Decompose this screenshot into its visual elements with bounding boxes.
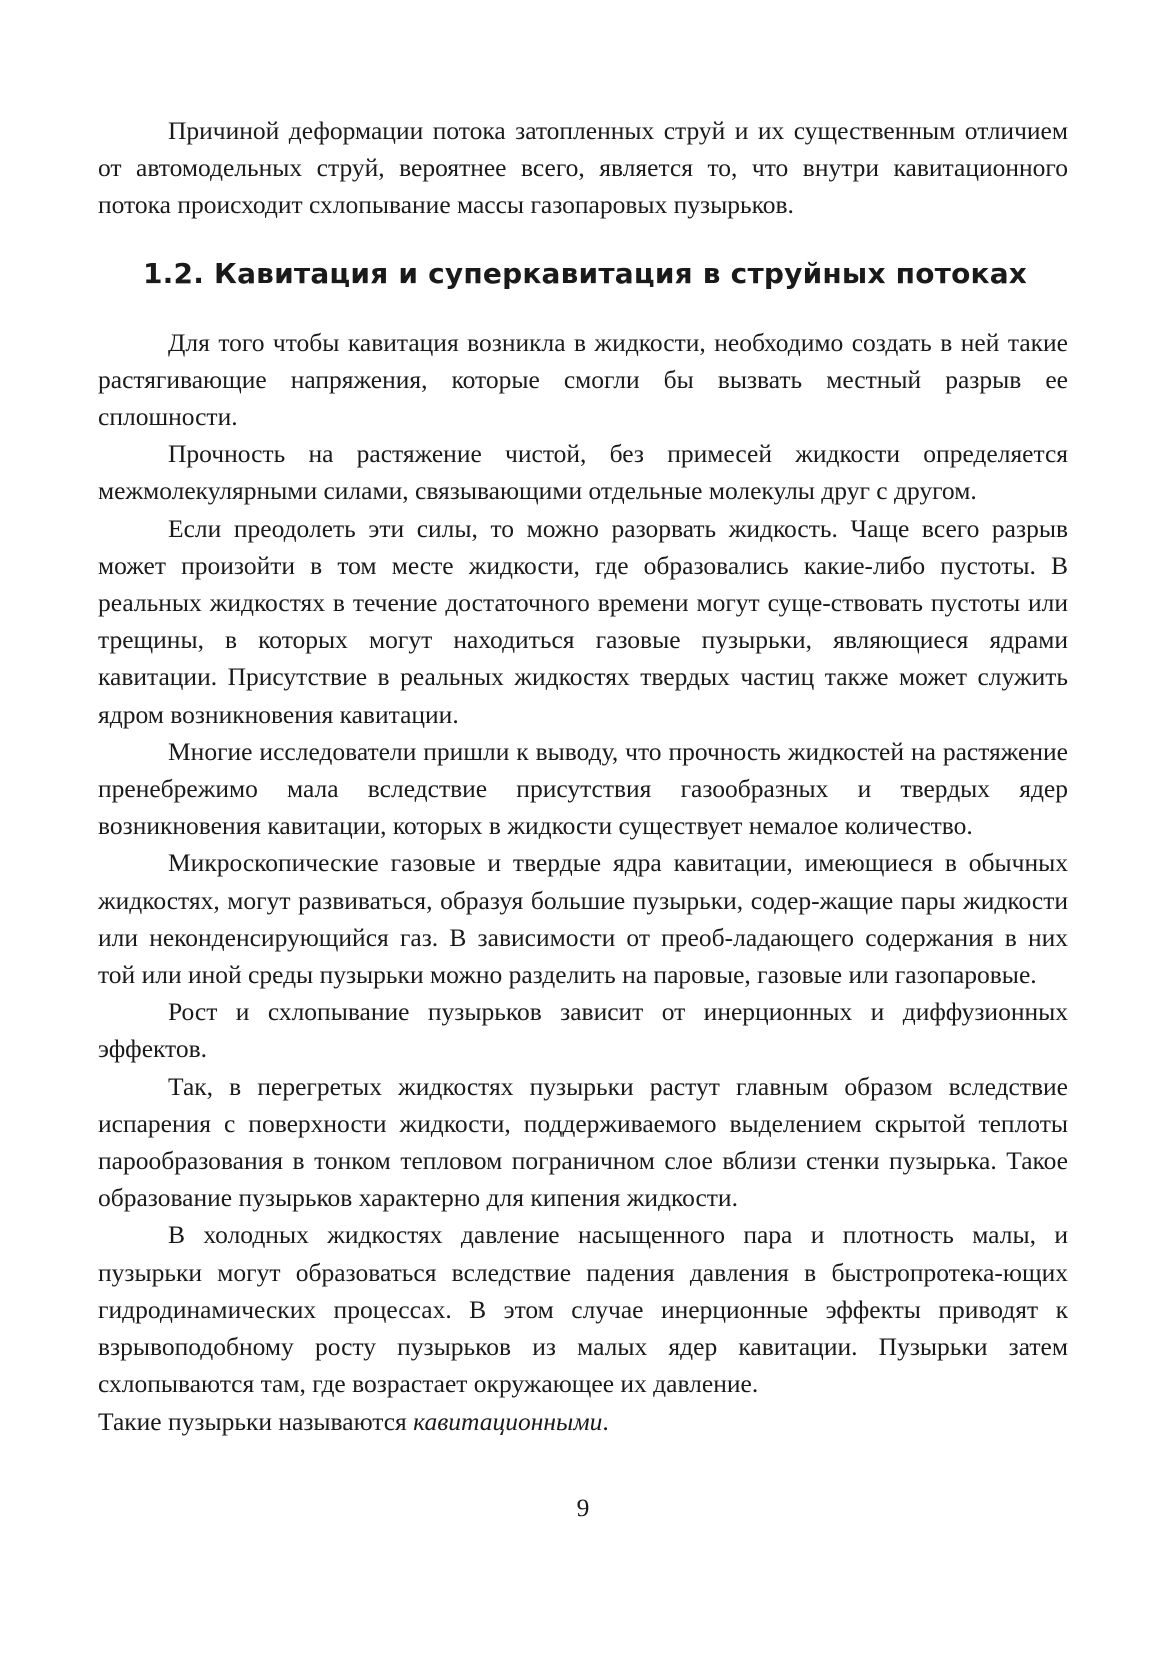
paragraph: Многие исследователи пришли к выводу, что прочность жидкостей на растяжение пренебрежимо мала вследствие присутствия газообразных и твердых ядер возникновения кавитации, которых в жидкости существует немалое количество. bbox=[98, 736, 1068, 841]
page-number: 9 bbox=[576, 1493, 590, 1522]
paragraph: Рост и схлопывание пузырьков зависит от инерционных и диффузионных эффектов. bbox=[98, 997, 1068, 1064]
page-body bbox=[98, 112, 1068, 1440]
paragraph: В холодных жидкостях давление насыщенного пара и плотность малы, и пузырьки могут образоваться вследствие падения давления в быстропротека-ющих гидродинамических процессах. В этом случае инерционные эффекты приводят к взрывоподобному росту пузырьков из малых ядер кавитации. Пузырьки затем схлопываются там, где возрастает окружающее их давление. bbox=[98, 1220, 1068, 1399]
last-paragraph bbox=[98, 1403, 1068, 1440]
last-sentence-prefix: Такие пузырьки называются bbox=[98, 1406, 414, 1436]
paragraph: Для того чтобы кавитация возникла в жидкости, необходимо создать в ней такие растягивающие напряжения, которые смогли бы вызвать местный разрыв ее сплошности. bbox=[98, 327, 1068, 432]
paragraph: Микроскопические газовые и твердые ядра кавитации, имеющиеся в обычных жидкостях, могут развиваться, образуя большие пузырьки, содер-жащие пары жидкости или неконденсирующийся газ. В зависимости от преоб-ладающего содержания в них той или иной среды пузырьки можно разделить на паровые, газовые или газопаровые. bbox=[98, 848, 1068, 990]
intro-paragraph: Причиной деформации потока затопленных струй и их существенным отличием от автомодельных струй, вероятнее всего, является то, что внутри кавитационного потока происходит схлопывание массы газопаровых пузырьков. bbox=[98, 116, 1068, 220]
paragraph: Так, в перегретых жидкостях пузырьки растут главным образом вследствие испарения с поверхности жидкости, поддерживаемого выделением скрытой теплоты парообразования в тонком тепловом пограничном слое вблизи стенки пузырька. Такое образование пузырьков характерно для кипения жидкости. bbox=[98, 1071, 1068, 1213]
italic-term: кавитационными bbox=[413, 1406, 603, 1436]
section-heading: 1.2. Кавитация и суперкавитация в струйных потоках bbox=[143, 256, 1028, 290]
last-sentence-suffix: . bbox=[602, 1406, 609, 1436]
paragraph: Прочность на растяжение чистой, без примесей жидкости определяется межмолекулярными силами, связывающими отдельные молекулы друг с другом. bbox=[98, 439, 1068, 506]
paragraph: Если преодолеть эти силы, то можно разорвать жидкость. Чаще всего разрыв может произойти в том месте жидкости, где образовались какие-либо пустоты. В реальных жидкостях в течение достаточного времени могут суще-ствовать пустоты или трещины, в которых могут находиться газовые пузырьки, являющиеся ядрами кавитации. Присутствие в реальных жидкостях твердых частиц также может служить ядром возникновения кавитации. bbox=[98, 513, 1068, 729]
